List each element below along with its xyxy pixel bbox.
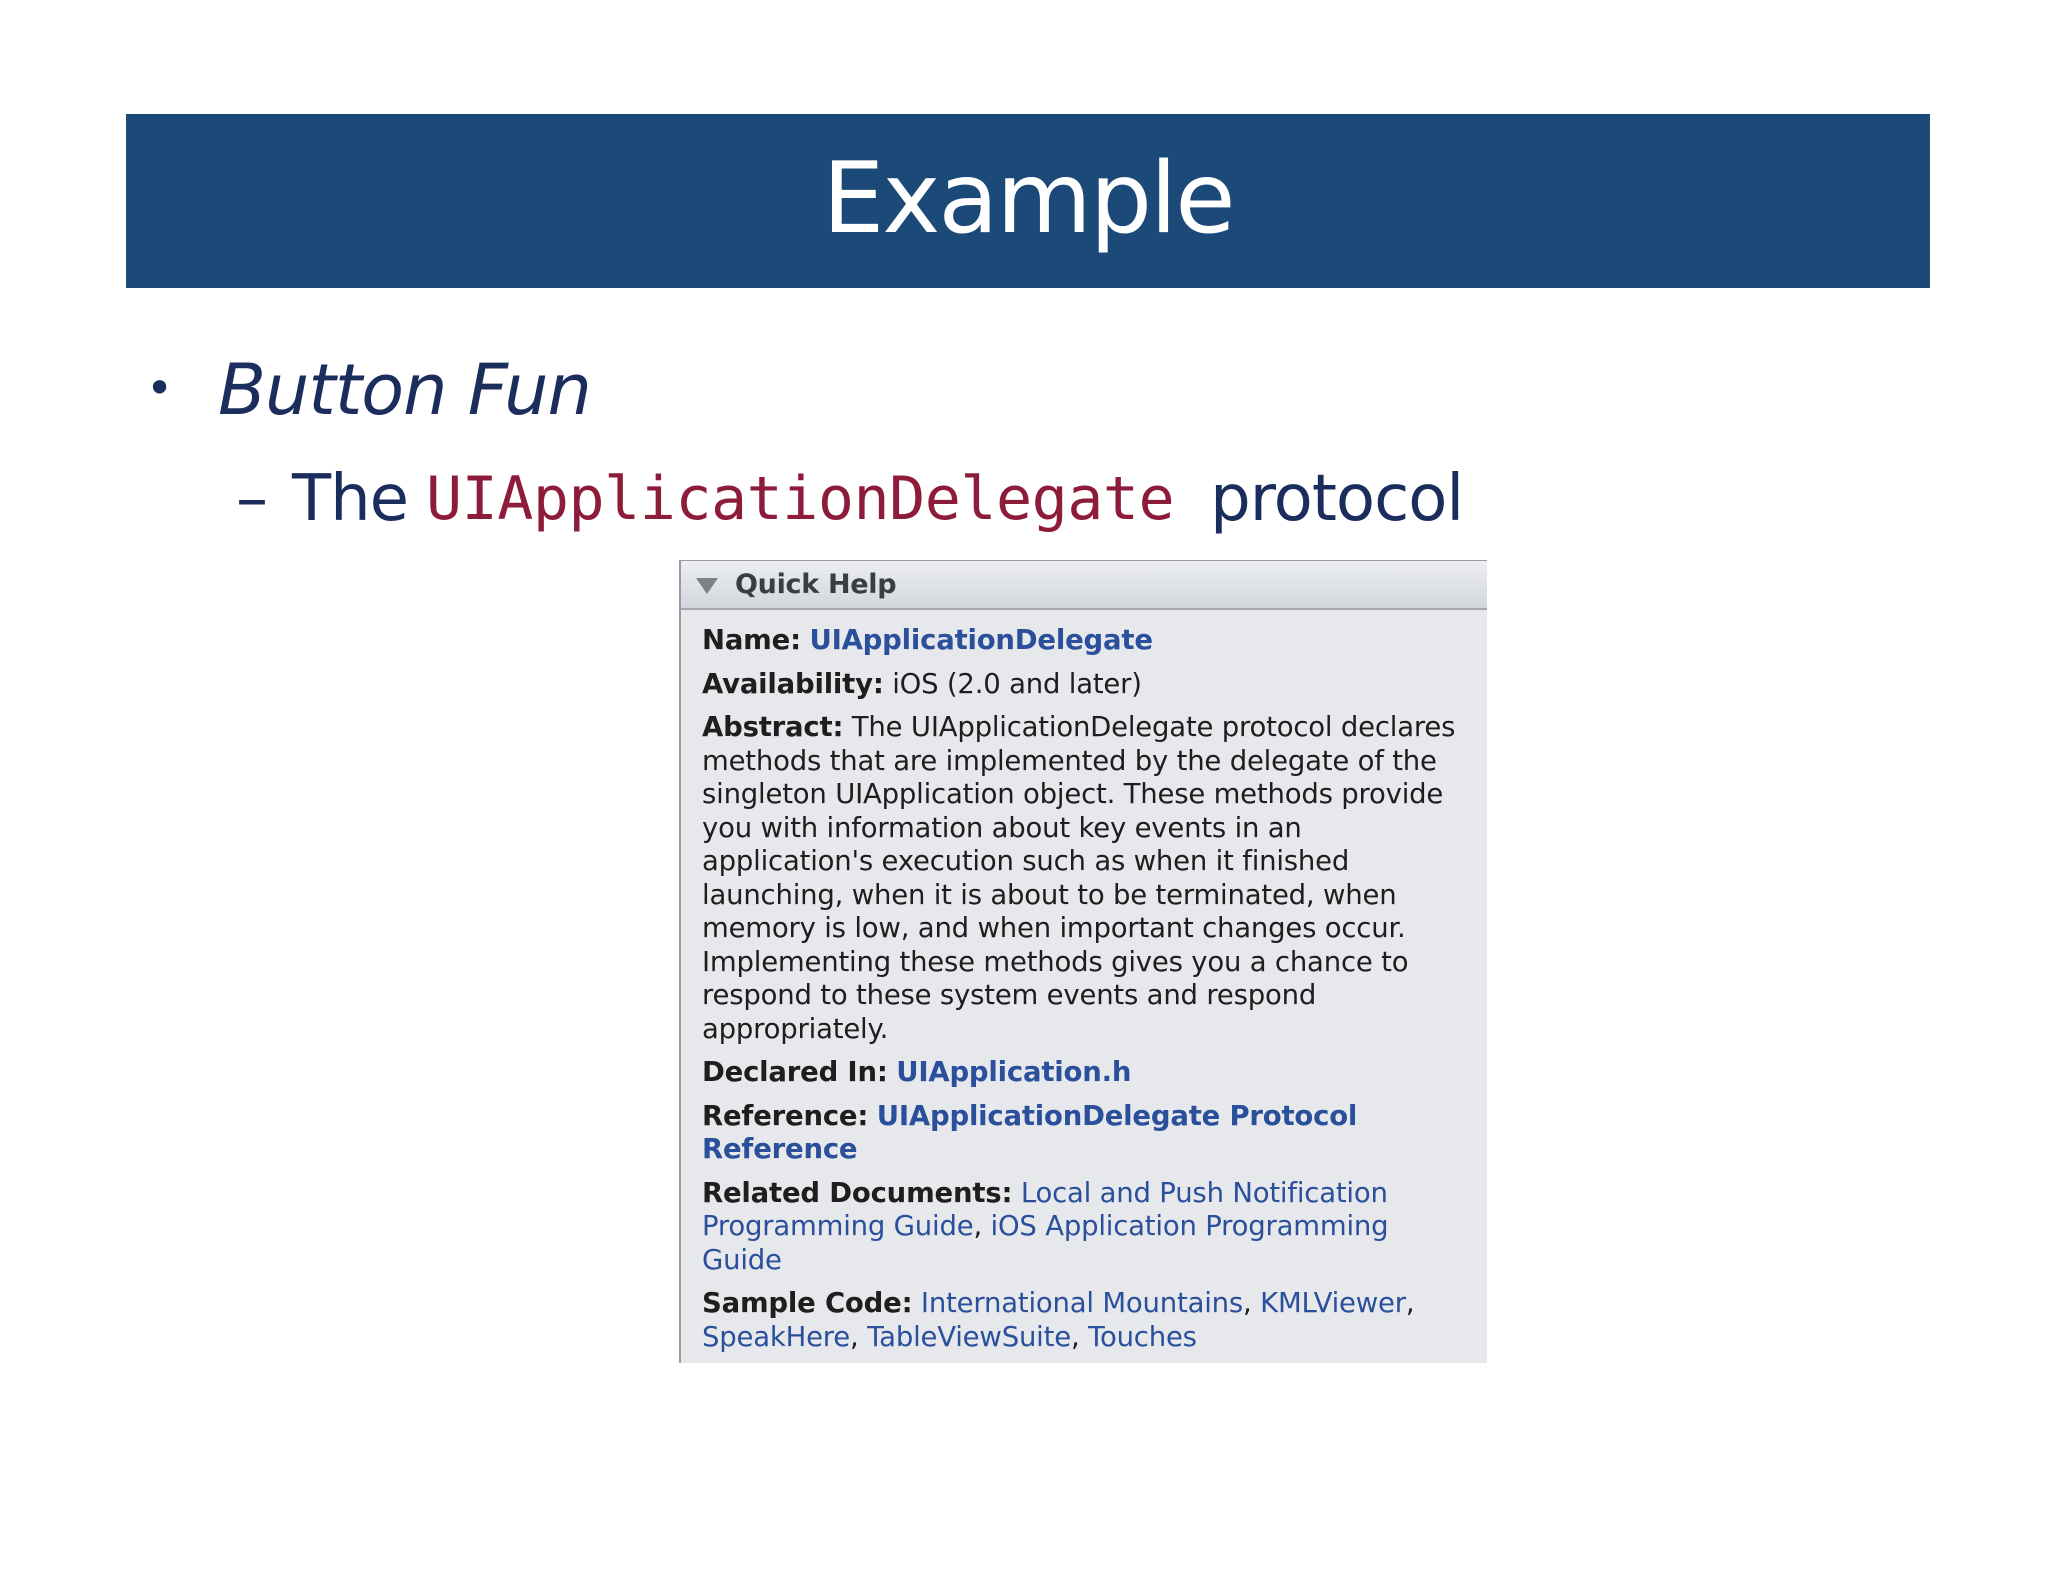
name-row (702, 624, 1467, 658)
reference-link[interactable]: UIApplicationDelegate Protocol Reference (702, 1099, 1358, 1165)
name-link[interactable]: UIApplicationDelegate (809, 624, 1153, 656)
related-documents-row (702, 1177, 1467, 1278)
quick-help-header[interactable] (681, 561, 1487, 610)
sample-comma: , (1070, 1320, 1080, 1353)
abstract-line: methods that are implemented by the delegate of the (702, 744, 1437, 777)
name-label: Name: (702, 624, 801, 656)
quick-help-body (681, 610, 1487, 1354)
sub-bullet-code: UIApplicationDelegate (426, 464, 1175, 534)
sub-bullet-item (236, 458, 1463, 540)
sample-comma: , (1405, 1287, 1415, 1319)
abstract-text: The UIApplicationDelegate protocol declares (851, 711, 1456, 743)
abstract-label: Abstract: (702, 711, 844, 743)
sub-bullet-dash: – (236, 462, 268, 536)
disclosure-triangle-icon[interactable] (696, 578, 718, 594)
sample-comma: , (1243, 1287, 1252, 1319)
quick-help-title: Quick Help (735, 569, 897, 600)
sample-line (702, 1287, 1467, 1321)
bullet-item (146, 345, 591, 435)
related-documents-label: Related Documents: (702, 1176, 1013, 1209)
availability-row (702, 668, 1467, 702)
related-doc-link-1-cont[interactable]: Programming Guide (702, 1210, 974, 1242)
abstract-row (702, 711, 1467, 1046)
sample-link-5[interactable]: Touches (1088, 1320, 1197, 1353)
abstract-line: Implementing these methods gives you a chance to (702, 945, 1409, 978)
abstract-line: memory is low, and when important changes occur. (702, 912, 1406, 944)
related-doc-link-2[interactable]: iOS Application Programming (990, 1210, 1389, 1242)
abstract-line: launching, when it is about to be terminated, when (702, 878, 1397, 911)
sample-code-label: Sample Code: (702, 1287, 913, 1319)
related-doc-link-1[interactable]: Local and Push Notification (1020, 1176, 1388, 1209)
reference-label: Reference: (702, 1099, 869, 1132)
availability-value: iOS (2.0 and later) (892, 667, 1142, 700)
related-doc-link-2-cont[interactable]: Guide (702, 1243, 782, 1276)
abstract-line (702, 711, 1467, 745)
bullet-dot-icon: • (146, 361, 174, 415)
sample-line (702, 1321, 1467, 1355)
declared-in-link[interactable]: UIApplication.h (896, 1056, 1132, 1088)
declared-in-label: Declared In: (702, 1056, 888, 1088)
sample-link-3[interactable]: SpeakHere (702, 1320, 851, 1353)
sample-link-2[interactable]: KMLViewer (1260, 1287, 1406, 1319)
abstract-line: you with information about key events in an (702, 811, 1302, 844)
reference-row (702, 1100, 1467, 1167)
bullet-text: Button Fun (218, 349, 591, 431)
sample-link-4[interactable]: TableViewSuite (867, 1320, 1071, 1353)
sample-comma: , (850, 1320, 859, 1353)
related-line (702, 1244, 1467, 1278)
sample-link-1[interactable]: International Mountains (920, 1287, 1244, 1319)
quick-help-panel (679, 560, 1487, 1363)
abstract-line: respond to these system events and respond (702, 979, 1317, 1011)
related-separator: , (973, 1210, 991, 1242)
abstract-line: singleton UIApplication object. These methods provide (702, 778, 1444, 810)
slide-title: Example (822, 142, 1234, 256)
abstract-line: application's execution such as when it finished (702, 845, 1350, 877)
availability-label: Availability: (702, 667, 884, 700)
sample-code-row (702, 1287, 1467, 1354)
related-line (702, 1210, 1467, 1244)
title-bar (126, 114, 1930, 288)
abstract-line: appropriately. (702, 1012, 889, 1045)
sub-bullet-prefix: The (292, 462, 409, 536)
sub-bullet-suffix: protocol (1210, 462, 1464, 536)
related-line (702, 1177, 1467, 1211)
declared-in-row (702, 1056, 1467, 1090)
